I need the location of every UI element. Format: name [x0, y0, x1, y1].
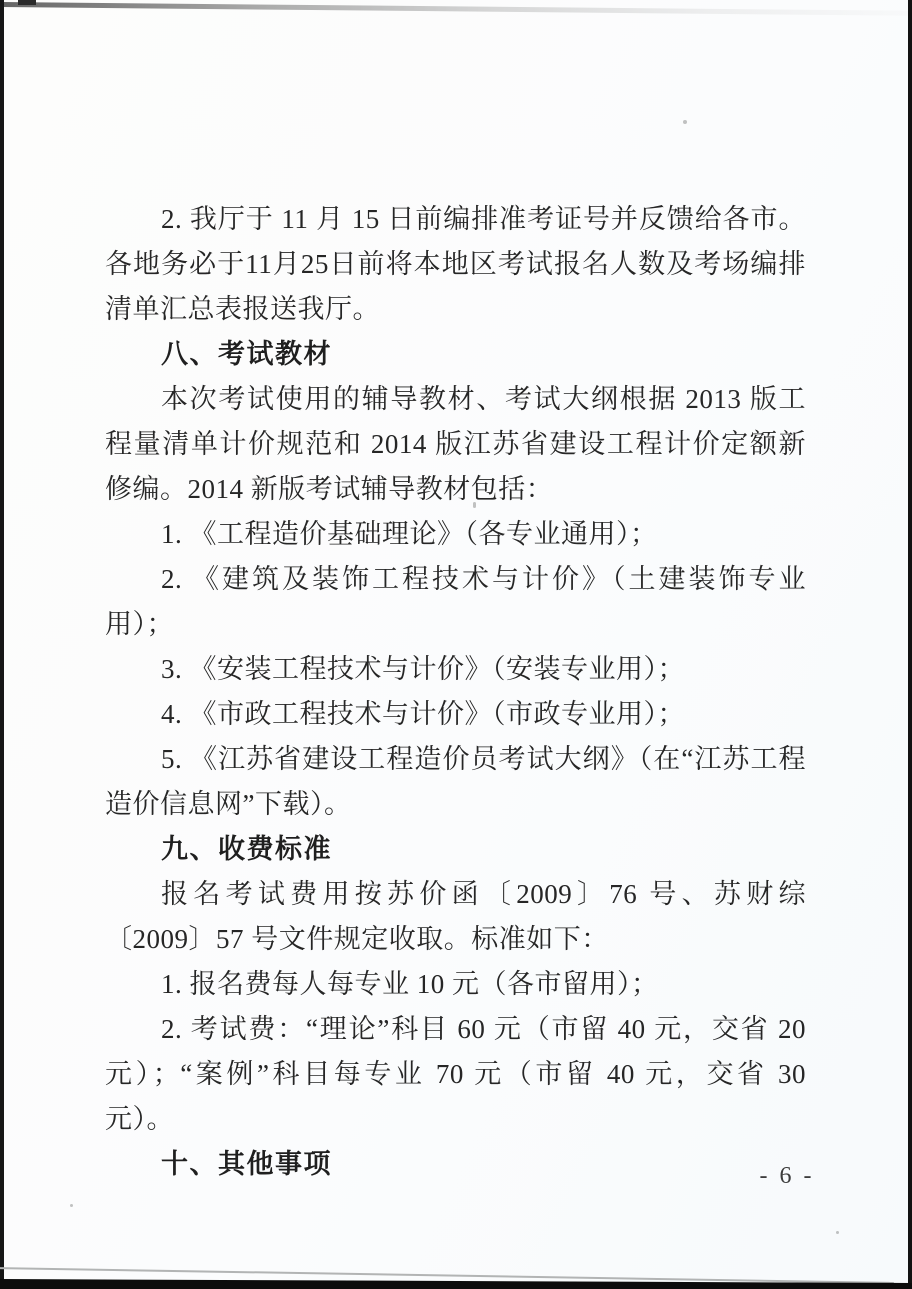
- fee-item-2: 2. 考试费：“理论”科目 60 元（市留 40 元，交省 20 元）；“案例”科目每专业 70 元（市留 40 元，交省 30 元）。: [105, 1014, 806, 1134]
- scan-speck: [70, 1204, 73, 1207]
- scan-streak-top: [0, 2, 912, 16]
- scan-edge-left: [0, 0, 4, 1289]
- page-number: - 6 -: [759, 1163, 815, 1189]
- scan-mark-top-left: [18, 0, 36, 5]
- textbook-item-4: 4. 《市政工程技术与计价》（市政专业用）；: [161, 699, 685, 729]
- para-admission-ticket: 2. 我厅于 11 月 15 日前编排准考证号并反馈给各市。各地务必于11月25日前将本地区考试报名人数及考场编排清单汇总表报送我厅。: [105, 204, 806, 324]
- document-body: [105, 197, 806, 1187]
- fee-item-1: 1. 报名费每人每专业 10 元（各市留用）；: [161, 969, 659, 999]
- heading-section-10-other-matters: 十、其他事项: [161, 1149, 332, 1179]
- para-fee-basis: 报名考试费用按苏价函〔2009〕76 号、苏财综〔2009〕57 号文件规定收取。标准如下：: [105, 879, 806, 954]
- heading-section-9-fee-standard: 九、收费标准: [161, 834, 332, 864]
- para-materials-intro: 本次考试使用的辅导教材、考试大纲根据 2013 版工程量清单计价规范和 2014 版江苏省建设工程计价定额新修编。2014 新版考试辅导教材包括：: [105, 384, 806, 504]
- heading-section-8-exam-materials: 八、考试教材: [161, 339, 332, 369]
- textbook-item-2: 2. 《建筑及装饰工程技术与计价》（土建装饰专业用）；: [105, 564, 806, 639]
- scan-speck: [683, 120, 687, 124]
- textbook-item-5: 5. 《江苏省建设工程造价员考试大纲》（在“江苏工程造价信息网”下载）。: [105, 744, 806, 819]
- textbook-item-1: 1. 《工程造价基础理论》（各专业通用）；: [161, 519, 658, 549]
- scan-edge-right: [908, 0, 912, 1289]
- scan-speck: [836, 1231, 839, 1234]
- textbook-item-3: 3. 《安装工程技术与计价》（安装专业用）；: [161, 654, 685, 684]
